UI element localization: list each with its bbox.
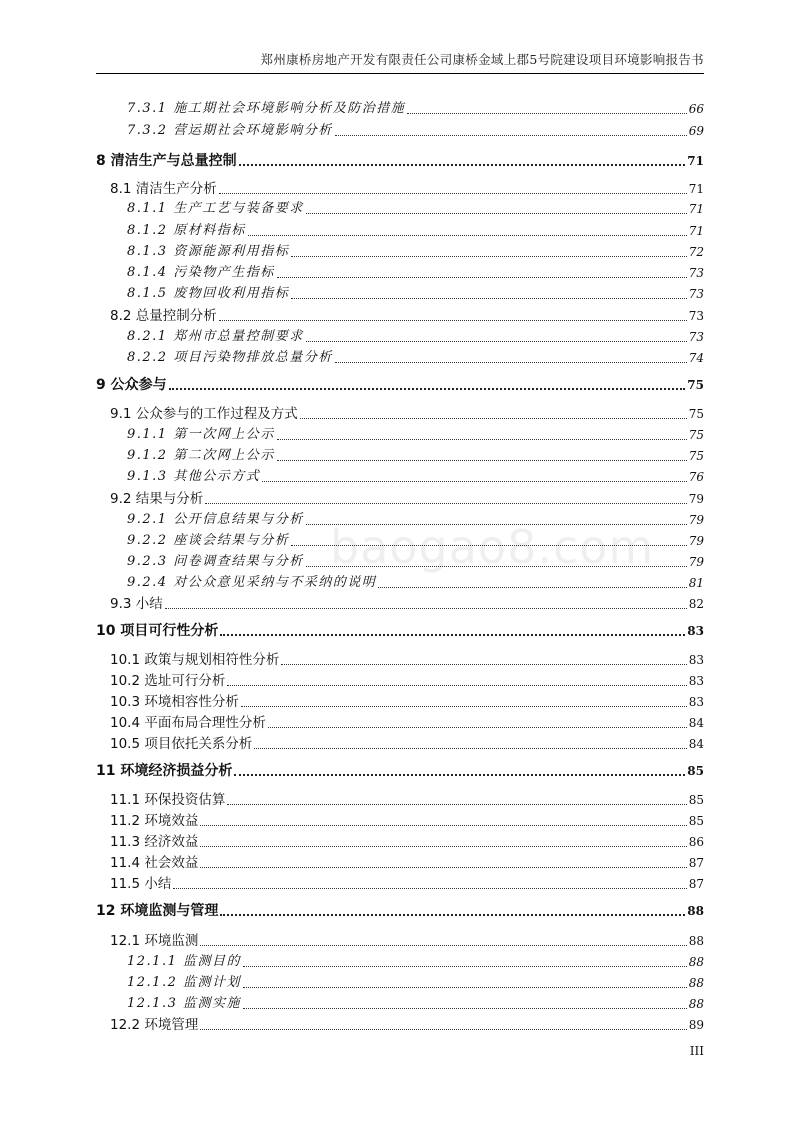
toc-entry-page: 87 bbox=[688, 877, 704, 891]
toc-dot-leader bbox=[243, 987, 687, 988]
toc-entry-page: 82 bbox=[688, 597, 704, 611]
toc-entry-label: 9.2.1 公开信息结果与分析 bbox=[127, 512, 304, 527]
toc-entry-page: 73 bbox=[688, 287, 704, 301]
toc-entry[interactable] bbox=[127, 196, 704, 218]
toc-entry-page: 74 bbox=[688, 351, 704, 365]
toc-entry-page: 89 bbox=[688, 1018, 704, 1032]
toc-dot-leader bbox=[243, 966, 687, 967]
toc-entry-label: 8.2.2 项目污染物排放总量分析 bbox=[127, 350, 333, 365]
toc-entry[interactable] bbox=[110, 1012, 704, 1034]
toc-entry-label: 10.5 项目依托关系分析 bbox=[110, 736, 253, 752]
toc-dot-leader bbox=[277, 439, 687, 440]
toc-dot-leader bbox=[291, 545, 687, 546]
toc-entry-page: 75 bbox=[688, 428, 704, 442]
toc-entry-label: 12.1.1 监测目的 bbox=[127, 954, 241, 969]
toc-dot-leader bbox=[268, 727, 687, 728]
toc-entry-page: 73 bbox=[688, 266, 704, 280]
toc-entry-page: 79 bbox=[688, 534, 704, 548]
toc-entry[interactable] bbox=[96, 148, 704, 170]
toc-dot-leader bbox=[306, 566, 687, 567]
toc-dot-leader bbox=[306, 213, 687, 214]
toc-entry[interactable] bbox=[96, 372, 704, 394]
toc-entry-page: 76 bbox=[688, 470, 704, 484]
toc-entry-page: 88 bbox=[688, 955, 704, 969]
toc-entry[interactable] bbox=[127, 949, 704, 971]
toc-dot-leader bbox=[248, 235, 687, 236]
toc-dot-leader bbox=[220, 914, 685, 916]
toc-entry-label: 8.1.5 废物回收利用指标 bbox=[127, 286, 290, 301]
toc-entry-label: 8.1.4 污染物产生指标 bbox=[127, 265, 275, 280]
toc-dot-leader bbox=[291, 256, 687, 257]
toc-entry-label: 8.2.1 郑州市总量控制要求 bbox=[127, 329, 304, 344]
toc-entry-label: 11.3 经济效益 bbox=[110, 834, 199, 850]
toc-entry[interactable] bbox=[127, 96, 704, 118]
watermark: baogao8.com bbox=[330, 520, 655, 574]
toc-entry-page: 85 bbox=[688, 814, 704, 828]
toc-entry[interactable] bbox=[96, 758, 704, 780]
toc-entry[interactable] bbox=[110, 401, 704, 423]
toc-entry-label: 12 环境监测与管理 bbox=[96, 903, 219, 919]
toc-entry[interactable] bbox=[127, 528, 704, 550]
toc-dot-leader bbox=[200, 1029, 686, 1030]
toc-entry[interactable] bbox=[110, 850, 704, 872]
toc-entry-page: 79 bbox=[688, 555, 704, 569]
toc-entry-label: 8.1.1 生产工艺与装备要求 bbox=[127, 201, 304, 216]
toc-entry-label: 12.1.2 监测计划 bbox=[127, 975, 241, 990]
toc-entry-label: 9.1.3 其他公示方式 bbox=[127, 469, 261, 484]
toc-entry-page: 73 bbox=[688, 330, 704, 344]
toc-entry-page: 84 bbox=[688, 737, 704, 751]
toc-entry-label: 8 清洁生产与总量控制 bbox=[96, 153, 237, 169]
toc-entry-label: 9.2 结果与分析 bbox=[110, 491, 204, 507]
toc-dot-leader bbox=[300, 418, 687, 419]
toc-entry[interactable] bbox=[110, 829, 704, 851]
toc-entry-label: 10.1 政策与规划相符性分析 bbox=[110, 652, 280, 668]
toc-dot-leader bbox=[262, 481, 687, 482]
toc-entry-page: 85 bbox=[688, 793, 704, 807]
toc-entry-page: 88 bbox=[688, 997, 704, 1011]
toc-entry-label: 7.3.2 营运期社会环境影响分析 bbox=[127, 123, 333, 138]
toc-dot-leader bbox=[200, 945, 686, 946]
footer-page-number: III bbox=[689, 1044, 704, 1058]
toc-entry[interactable] bbox=[127, 507, 704, 529]
toc-entry-page: 83 bbox=[688, 674, 704, 688]
toc-dot-leader bbox=[165, 608, 687, 609]
toc-entry[interactable] bbox=[127, 970, 704, 992]
toc-entry-page: 71 bbox=[687, 154, 704, 168]
toc-dot-leader bbox=[227, 685, 686, 686]
toc-entry-label: 10 项目可行性分析 bbox=[96, 623, 219, 639]
toc-dot-leader bbox=[205, 503, 686, 504]
toc-entry[interactable] bbox=[110, 668, 704, 690]
toc-entry-label: 10.4 平面布局合理性分析 bbox=[110, 715, 266, 731]
toc-entry[interactable] bbox=[127, 443, 704, 465]
toc-entry-page: 71 bbox=[688, 182, 704, 196]
toc-entry-label: 12.1 环境监测 bbox=[110, 933, 199, 949]
toc-entry-label: 11 环境经济损益分析 bbox=[96, 763, 233, 779]
toc-dot-leader bbox=[169, 388, 686, 390]
toc-entry-label: 8.2 总量控制分析 bbox=[110, 308, 217, 324]
toc-entry-page: 87 bbox=[688, 856, 704, 870]
toc-entry-label: 11.5 小结 bbox=[110, 876, 172, 892]
toc-entry-label: 11.2 环境效益 bbox=[110, 813, 199, 829]
toc-entry-page: 79 bbox=[688, 513, 704, 527]
toc-entry-label: 12.1.3 监测实施 bbox=[127, 996, 241, 1011]
toc-entry-page: 71 bbox=[688, 202, 704, 216]
toc-entry-page: 73 bbox=[688, 309, 704, 323]
toc-dot-leader bbox=[335, 362, 687, 363]
toc-entry-page: 85 bbox=[687, 764, 704, 778]
toc-entry[interactable] bbox=[127, 464, 704, 486]
toc-entry[interactable] bbox=[127, 324, 704, 346]
toc-dot-leader bbox=[200, 825, 686, 826]
toc-dot-leader bbox=[277, 460, 687, 461]
toc-entry-label: 9.1.2 第二次网上公示 bbox=[127, 448, 275, 463]
toc-entry[interactable] bbox=[110, 731, 704, 753]
toc-entry-label: 9.1.1 第一次网上公示 bbox=[127, 427, 275, 442]
toc-entry[interactable] bbox=[110, 928, 704, 950]
toc-entry-label: 9 公众参与 bbox=[96, 377, 167, 393]
toc-entry-page: 83 bbox=[687, 624, 704, 638]
toc-dot-leader bbox=[219, 320, 687, 321]
toc-entry[interactable] bbox=[127, 118, 704, 140]
toc-entry-label: 9.3 小结 bbox=[110, 596, 163, 612]
toc-dot-leader bbox=[306, 524, 687, 525]
toc-dot-leader bbox=[220, 634, 685, 636]
toc-entry[interactable] bbox=[127, 422, 704, 444]
toc-entry[interactable] bbox=[127, 345, 704, 367]
toc-entry-page: 72 bbox=[688, 245, 704, 259]
toc-dot-leader bbox=[234, 774, 685, 776]
toc-dot-leader bbox=[219, 193, 687, 194]
toc-entry-page: 83 bbox=[688, 695, 704, 709]
toc-entry[interactable] bbox=[127, 991, 704, 1013]
toc-dot-leader bbox=[243, 1008, 687, 1009]
toc-dot-leader bbox=[378, 587, 687, 588]
toc-entry[interactable] bbox=[127, 260, 704, 282]
toc-dot-leader bbox=[291, 298, 687, 299]
toc-entry[interactable] bbox=[110, 808, 704, 830]
toc-dot-leader bbox=[200, 846, 686, 847]
toc-entry-page: 71 bbox=[688, 224, 704, 238]
toc-entry-page: 88 bbox=[687, 904, 704, 918]
toc-entry-page: 81 bbox=[688, 576, 704, 590]
toc-entry[interactable] bbox=[127, 549, 704, 571]
toc-entry[interactable] bbox=[110, 689, 704, 711]
toc-entry[interactable] bbox=[127, 281, 704, 303]
toc-entry-page: 88 bbox=[688, 934, 704, 948]
toc-entry[interactable] bbox=[127, 218, 704, 240]
toc-entry-label: 9.2.2 座谈会结果与分析 bbox=[127, 533, 290, 548]
toc-entry-label: 12.2 环境管理 bbox=[110, 1017, 199, 1033]
toc-entry-page: 83 bbox=[688, 653, 704, 667]
toc-entry-page: 88 bbox=[688, 976, 704, 990]
toc-entry-label: 9.1 公众参与的工作过程及方式 bbox=[110, 406, 298, 422]
toc-dot-leader bbox=[241, 706, 687, 707]
toc-entry-label: 8.1.3 资源能源利用指标 bbox=[127, 244, 290, 259]
toc-dot-leader bbox=[281, 664, 686, 665]
toc-entry-page: 66 bbox=[688, 102, 704, 116]
toc-entry[interactable] bbox=[110, 486, 704, 508]
toc-entry-page: 75 bbox=[687, 378, 704, 392]
toc-dot-leader bbox=[239, 164, 686, 166]
toc-entry-page: 75 bbox=[688, 449, 704, 463]
toc-entry-page: 86 bbox=[688, 835, 704, 849]
toc-entry-page: 84 bbox=[688, 716, 704, 730]
toc-entry-label: 8.1.2 原材料指标 bbox=[127, 223, 246, 238]
toc-entry[interactable] bbox=[110, 787, 704, 809]
toc-entry-label: 8.1 清洁生产分析 bbox=[110, 181, 217, 197]
toc-entry[interactable] bbox=[110, 176, 704, 198]
toc-entry-label: 10.2 选址可行分析 bbox=[110, 673, 226, 689]
toc-entry-label: 10.3 环境相容性分析 bbox=[110, 694, 239, 710]
toc-entry[interactable] bbox=[96, 618, 704, 640]
toc-entry[interactable] bbox=[96, 898, 704, 920]
toc-entry-page: 79 bbox=[688, 492, 704, 506]
toc-dot-leader bbox=[254, 748, 686, 749]
toc-dot-leader bbox=[407, 113, 687, 114]
toc-dot-leader bbox=[200, 867, 686, 868]
toc-entry-label: 9.2.3 问卷调查结果与分析 bbox=[127, 554, 304, 569]
toc-entry[interactable] bbox=[127, 570, 704, 592]
document-header-title: 郑州康桥房地产开发有限责任公司康桥金域上郡5号院建设项目环境影响报告书 bbox=[260, 52, 704, 67]
toc-entry[interactable] bbox=[127, 239, 704, 261]
toc-dot-leader bbox=[335, 135, 687, 136]
toc-entry-page: 69 bbox=[688, 124, 704, 138]
toc-dot-leader bbox=[227, 804, 686, 805]
header-rule bbox=[96, 73, 704, 74]
toc-dot-leader bbox=[277, 277, 687, 278]
toc-entry[interactable] bbox=[110, 647, 704, 669]
toc-entry[interactable] bbox=[110, 710, 704, 732]
toc-entry-label: 9.2.4 对公众意见采纳与不采纳的说明 bbox=[127, 575, 377, 590]
toc-entry-label: 11.4 社会效益 bbox=[110, 855, 199, 871]
toc-entry[interactable] bbox=[110, 303, 704, 325]
toc-entry-label: 11.1 环保投资估算 bbox=[110, 792, 226, 808]
toc-dot-leader bbox=[306, 341, 687, 342]
toc-entry[interactable] bbox=[110, 591, 704, 613]
toc-dot-leader bbox=[173, 888, 686, 889]
toc-entry[interactable] bbox=[110, 871, 704, 893]
toc-entry-label: 7.3.1 施工期社会环境影响分析及防治措施 bbox=[127, 101, 406, 116]
toc-entry-page: 75 bbox=[688, 407, 704, 421]
